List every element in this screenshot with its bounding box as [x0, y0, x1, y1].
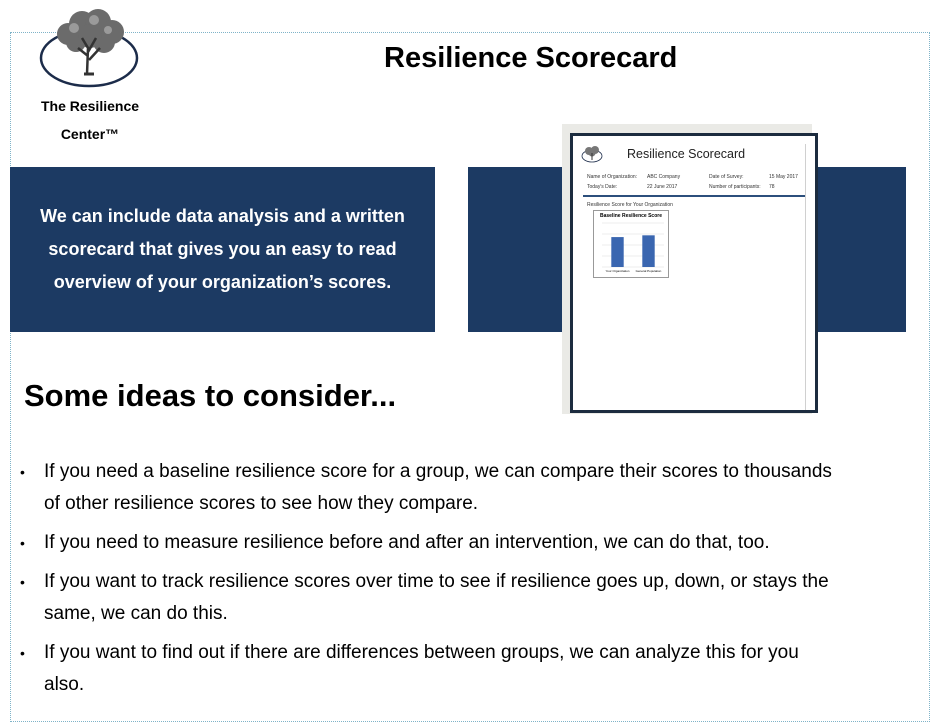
bullet-icon: •	[20, 535, 25, 551]
org-name-line2: Center™	[60, 126, 120, 142]
preview-date-survey-value: 15 May 2017	[769, 174, 798, 180]
bullet-icon: •	[20, 574, 25, 590]
banner-text-line3: overview of your organization’s scores.	[53, 272, 392, 292]
list-item-line1: If you want to find out if there are differences between groups, we can analyze this for you	[44, 642, 799, 663]
bullet-icon: •	[20, 645, 25, 661]
preview-divider	[583, 195, 805, 197]
preview-participants-value: 78	[769, 184, 775, 190]
banner-text-line2: scorecard that gives you an easy to read	[48, 239, 397, 259]
bullet-icon: •	[20, 464, 25, 480]
preview-chart-title: Baseline Resilience Score	[600, 213, 662, 219]
org-name	[20, 92, 160, 148]
list-item-line2: same, we can do this.	[44, 603, 228, 624]
list-item	[20, 566, 920, 630]
preview-title: Resilience Scorecard	[627, 147, 746, 161]
banner-text-line1: We can include data analysis and a written	[40, 206, 405, 226]
org-name-line1: The Resilience	[40, 98, 140, 114]
preview-section-label: Resilience Score for Your Organization	[587, 202, 673, 208]
page-title: Resilience Scorecard	[384, 42, 678, 74]
ideas-list	[20, 456, 920, 708]
preview-org-label: Name of Organization:	[587, 174, 638, 180]
preview-date-survey-label: Date of Survey:	[709, 174, 744, 180]
chart-category-label: General Population	[635, 269, 662, 273]
preview-chart-plot	[594, 211, 668, 277]
chart-category-label: Your Organization	[605, 269, 630, 273]
list-item	[20, 456, 920, 520]
chart-bar	[611, 237, 623, 267]
list-item-line2: also.	[44, 674, 85, 695]
preview-tree-icon	[581, 144, 603, 163]
banner-text	[10, 200, 435, 299]
list-item	[20, 527, 920, 559]
list-item-line1: If you need a baseline resilience score for a group, we can compare their scores to thousands	[44, 461, 832, 482]
scorecard-preview	[570, 133, 818, 413]
preview-participants-label: Number of participants:	[709, 184, 761, 190]
list-item	[20, 637, 920, 701]
preview-today-label: Today's Date:	[587, 184, 618, 190]
list-item-line2: of other resilience scores to see how they compare.	[44, 493, 479, 514]
list-item-line1: If you want to track resilience scores over time to see if resilience goes up, down, or stays the	[44, 571, 829, 592]
chart-bar	[642, 235, 654, 267]
ideas-heading: Some ideas to consider...	[24, 378, 397, 413]
preview-chart	[593, 210, 669, 278]
preview-today-value: 22 June 2017	[647, 184, 678, 190]
tree-logo-icon	[38, 8, 140, 90]
preview-org-value: ABC Company	[647, 174, 681, 180]
list-item-line1: If you need to measure resilience before and after an intervention, we can do that, too.	[44, 532, 770, 553]
